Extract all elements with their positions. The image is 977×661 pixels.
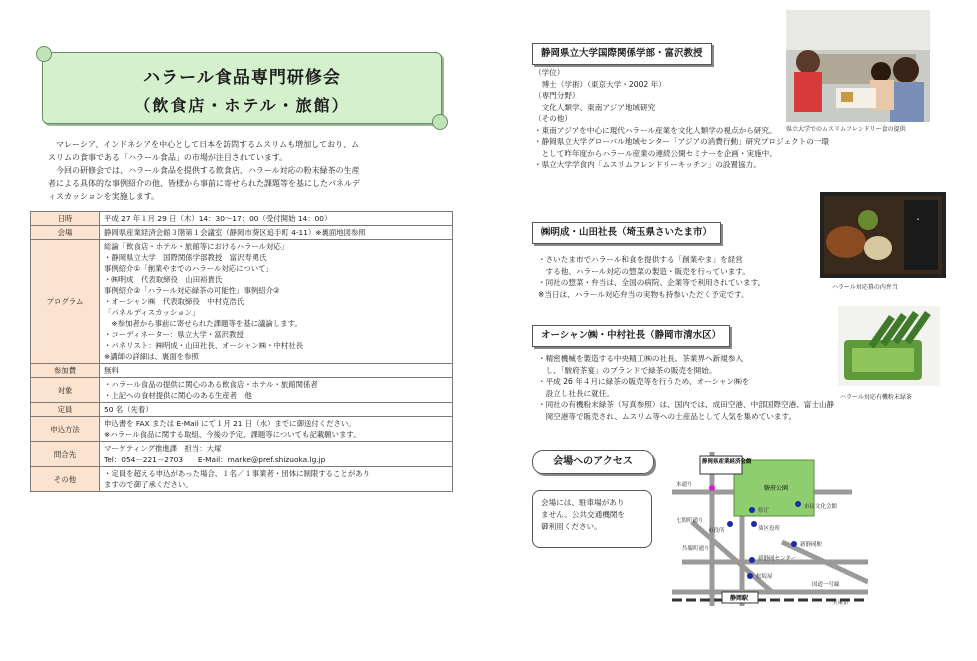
map-park-label: 駿府公園 [764, 485, 789, 492]
map-shinseibu: 新静岡駅 [800, 542, 823, 548]
page-title: ハラール食品専門研修会 [143, 68, 341, 88]
map-gofuku: 呉服町通り [682, 546, 710, 552]
speaker-text-nakamura: ・精密機械を製造する中央精工㈱の社長。茶業界へ新規参入 し、「駿府茶宴」のブランドで緑茶の販売を開始。 ・平成 26 年４月に緑茶の販売等を行うため、オーシャン㈱を 設立し社長に就任。 ・同社の有機粉末緑茶（写真参照）は、国内では、成田空港、中部国際空港、富士山静 岡空港等で販売され、ムスリム等への土産品として人気を集めています。 [538, 354, 835, 421]
table-row [31, 467, 453, 492]
map-shiyakusho: 市役所 [708, 528, 725, 534]
row-header: その他 [31, 467, 100, 492]
row-value: 静岡県産業経済会館３階第１会議室（静岡市葵区追手町 4-11）※裏面地図参照 [100, 226, 453, 240]
scroll-curl-bottom [432, 114, 448, 130]
map-kencho: 県庁 [758, 508, 770, 514]
table-row [31, 378, 453, 403]
yamada-photo-caption: ハラール対応幕の内弁当 [832, 284, 898, 291]
table-row [31, 240, 453, 364]
map-aoi: 葵区役所 [758, 526, 781, 532]
row-header: プログラム [31, 240, 100, 364]
row-value: 50 名（先着） [100, 403, 453, 417]
row-value: マーケティング推進課 担当：大塚 Tel：054－221－2703 E-Mail：marke@pref.shizuoka.lg.jp [100, 442, 453, 467]
row-value: ・定員を超える申込があった場合、１名／１事業者・団体に制限することがあり ますので御了承ください。 [100, 467, 453, 492]
row-header: 問合先 [31, 442, 100, 467]
speaker-heading-yamada: ㈱明成・山田社長（埼玉県さいたま市） [532, 222, 721, 244]
row-header: 定員 [31, 403, 100, 417]
map-tokyo: 至東京 [832, 600, 849, 606]
speaker-text-yamada: ・さいたま市でハラール和食を提供する「創業やま」を経営 する他、ハラール対応の惣菜の製造・販売を行っています。 ・同社の惣菜・弁当は、全国の病院、企業等で利用されています。 ※当日は、ハラール対応弁当の実物も持参いただく予定です。 [538, 255, 766, 299]
page-subtitle: （飲食店・ホテル・旅館） [134, 96, 350, 115]
row-header: 日時 [31, 212, 100, 226]
speaker-heading-tomizawa: 静岡県立大学国際関係学部・富沢教授 [532, 43, 712, 65]
access-heading: 会場へのアクセス [532, 450, 654, 474]
nakamura-photo-caption: ハラール対応有機粉末緑茶 [840, 394, 912, 401]
row-value: 申込書を FAX または E-Mail にて１月 21 日（水）までに御送付ください。 ※ハラール食品に関する取組、今後の予定、課題等についても記載願います。 [100, 417, 453, 442]
map-venue-label: 静岡県産業経済会館 [702, 459, 752, 465]
map-station-label: 静岡駅 [730, 595, 749, 602]
map-nanaken: 七間町通り [676, 518, 704, 524]
speaker-heading-nakamura: オーシャン㈱・中村社長（静岡市清水区） [532, 325, 730, 347]
tomizawa-photo-caption: 県立大学でのムスリムフレンドリー食の提供 [786, 126, 906, 133]
table-row [31, 403, 453, 417]
map-shimin: 市民文化会館 [804, 504, 838, 510]
table-row [31, 212, 453, 226]
row-header: 申込方法 [31, 417, 100, 442]
row-value: 総論「飲食店・ホテル・旅館等におけるハラール対応」 ・静岡県立大学 国際関係学部教授 富沢寿勇氏 事例紹介①「創業やまでのハラール対応について」 ・㈱明成 代表取締役 山田裕貴氏 事例紹介②「ハラール対応緑茶の可能性」事例紹介② ・オーシャン㈱ 代表取締役 中村克浩氏 「パネルディスカッション」 ※参加者から事前に寄せられた課題等を基に議論します。 ・コーディネーター：県立大学・富沢教授 ・パネリスト：㈱明成・山田社長、オーシャン㈱・中村社長 ※講師の詳細は、裏面を参照 [100, 240, 453, 364]
venue-marker [709, 485, 715, 491]
table-row [31, 226, 453, 240]
scroll-curl-top [36, 46, 52, 62]
matcha-product-photo [838, 306, 940, 386]
event-info-table [30, 211, 453, 492]
title-banner [42, 52, 442, 124]
speaker-text-tomizawa: （学位） 博士（学術）（東京大学・2002 年） （専門分野） 文化人類学、東南アジア地域研究 （その他） ・東南アジアを中心に現代ハラール産業を文化人類学の視点から研究。 ・静岡県立大学グローバル地域センター「アジアの消費行動」研究プロジェクトの一環 として昨年度からハラール産業の連続公開セミナーを企画・実施中。 ・県立大学学食内「ムスリムフレンドリーキッチン」の設置協力。 [534, 68, 830, 169]
row-value: ・ハラール食品の提供に関心のある飲食店・ホテル・旅館関係者 ・上記への食材提供に関心のある生産者 他 [100, 378, 453, 403]
access-map [672, 452, 868, 606]
row-header: 参加費 [31, 364, 100, 378]
row-header: 対象 [31, 378, 100, 403]
map-center: 新静岡センター [758, 556, 797, 562]
map-honmachi: 本通り [676, 482, 693, 488]
halal-bento-photo [820, 192, 946, 278]
contact-email-line[interactable]: Tel：054－221－2703 E-Mail：marke@pref.shizuoka.lg.jp [104, 455, 326, 464]
table-row [31, 364, 453, 378]
row-header: 会場 [31, 226, 100, 240]
table-row [31, 442, 453, 467]
svg-text:･: ･ [916, 215, 920, 224]
map-kokudo: 国道一号線 [812, 582, 840, 588]
table-row [31, 417, 453, 442]
parking-note: 会場には、駐車場があり ません。公共交通機関を 御利用ください。 [532, 490, 652, 548]
university-cafeteria-photo [786, 10, 930, 122]
map-matsuzakaya: 松坂屋 [756, 574, 773, 580]
row-value: 平成 27 年１月 29 日（木）14：30～17：00（受付開始 14：00） [100, 212, 453, 226]
row-value: 無料 [100, 364, 453, 378]
intro-text: マレーシア、インドネシアを中心として日本を訪問するムスリムも増加しており、ム スリムの食事である「ハラール食品」の市場が注目されています。 今回の研修会では、ハラール食品を提供する飲食店、ハラール対応の粉末緑茶の生産 者による具体的な事例紹介の他、皆様から事前に寄せられた課題等を基にしたパネルデ ィスカッションを実施します。 [48, 140, 360, 201]
